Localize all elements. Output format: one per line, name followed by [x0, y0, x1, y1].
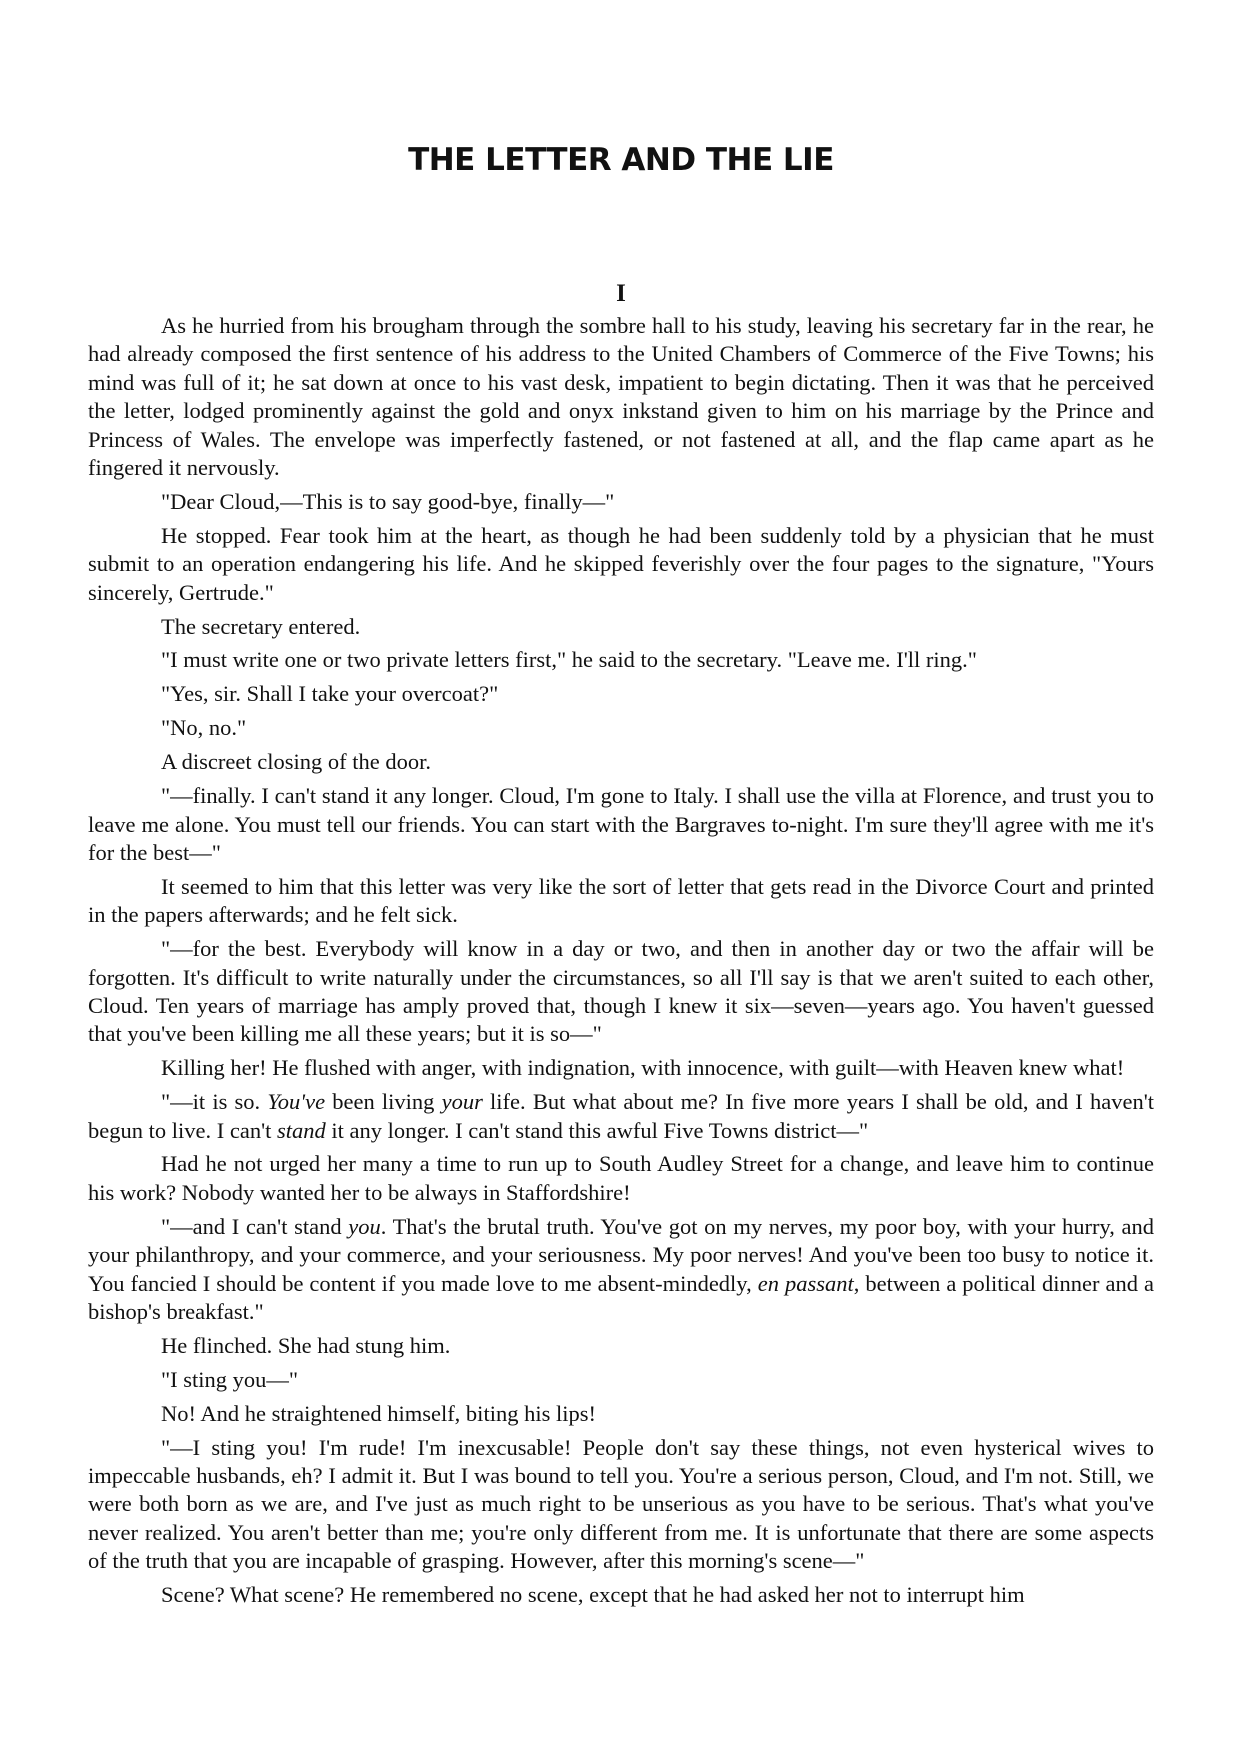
paragraph: "—finally. I can't stand it any longer. Cloud, I'm gone to Italy. I shall use the villa at Florence, and trust you to leave me alone. You must tell our friends. You can start with the Bargraves to-night. I'm sure they'll agree with me it's for the best—" [88, 783, 1154, 865]
paragraph: "No, no." [161, 715, 247, 741]
italic-text: you [348, 1213, 381, 1239]
paragraph: As he hurried from his brougham through the sombre hall to his study, leaving his secretary far in the rear, he had already composed the first sentence of his address to the United Chambers of Commerce of the Five Towns; his mind was full of it; he sat down at once to his vast desk, impatient to begin dictating. Then it was that he perceived the letter, lodged prominently against the gold and onyx inkstand given to him on his marriage by the Prince and Princess of Wales. The envelope was imperfectly fastened, or not fastened at all, and the flap came apart as he fingered it nervously. [88, 313, 1154, 481]
page [88, 0, 1154, 1615]
italic-text: stand [277, 1117, 326, 1143]
chapter-heading: I [616, 280, 626, 307]
paragraph-text: been living [325, 1089, 442, 1115]
paragraph-text: "—it is so. [161, 1089, 268, 1115]
paragraph [88, 1088, 1154, 1145]
paragraph: No! And he straightened himself, biting his lips! [161, 1400, 596, 1426]
paragraph: Scene? What scene? He remembered no scene, except that he had asked her not to interrupt him [161, 1582, 1025, 1608]
paragraph: "—I sting you! I'm rude! I'm inexcusable! People don't say these things, not even hysterical wives to impeccable husbands, eh? I admit it. But I was bound to tell you. You're a serious person, Cloud, and I'm not. Still, we were both born as we are, and I've just as much right to be unserious as you have to be serious. That's what you've never realized. You aren't better than me; you're only different from me. It is unfortunate that there are some aspects of the truth that you are incapable of grasping. However, after this morning's scene—" [88, 1434, 1154, 1574]
paragraph: It seemed to him that this letter was very like the sort of letter that gets read in the Divorce Court and printed in the papers afterwards; and he felt sick. [88, 873, 1154, 928]
paragraph: "Dear Cloud,—This is to say good-bye, finally—" [161, 488, 615, 514]
paragraph: "—for the best. Everybody will know in a day or two, and then in another day or two the affair will be forgotten. It's difficult to write naturally under the circumstances, so all I'll say is that we aren't suited to each other, Cloud. Ten years of marriage has amply proved that, though I knew it six—seven—years ago. You haven't guessed that you've been killing me all these years; but it is so—" [88, 936, 1154, 1047]
paragraph: "I must write one or two private letters first," he said to the secretary. "Leave me. I'll ring." [161, 647, 977, 673]
italic-text: You've [267, 1089, 326, 1115]
paragraph: He flinched. She had stung him. [161, 1332, 451, 1358]
italic-text: en passant [757, 1270, 854, 1296]
paragraph: "Yes, sir. Shall I take your overcoat?" [161, 681, 499, 707]
story-title: THE LETTER AND THE LIE [408, 142, 834, 178]
paragraph: A discreet closing of the door. [161, 749, 431, 775]
paragraph: The secretary entered. [161, 613, 361, 639]
paragraph: Had he not urged her many a time to run up to South Audley Street for a change, and leave him to continue his work? Nobody wanted her to be always in Staffordshire! [88, 1151, 1154, 1205]
paragraph-text: "—and I can't stand [161, 1213, 349, 1239]
paragraph: He stopped. Fear took him at the heart, as though he had been suddenly told by a physician that he must submit to an operation endangering his life. And he skipped feverishly over the four pages to the signature, "Yours sincerely, Gertrude." [88, 522, 1154, 605]
italic-text: your [441, 1089, 483, 1115]
paragraph-text: it any longer. I can't stand this awful Five Towns district—" [325, 1117, 869, 1143]
paragraph-text: . That's the brutal truth. You've got on my nerves, my poor boy, with your hurry, and your philanthropy, and your commerce, and your seriousness. My poor nerves! And you've been too busy to notice it. You fancied I should be content if you made love to me absent-mindedly, [88, 1213, 1154, 1296]
paragraph: Killing her! He flushed with anger, with indignation, with innocence, with guilt—with Heaven knew what! [161, 1055, 1125, 1081]
paragraph-text: , between a political dinner and a bishop's breakfast." [88, 1270, 1154, 1324]
story-body [88, 312, 1154, 1610]
paragraph: "I sting you—" [161, 1366, 299, 1392]
paragraph-text: life. But what about me? In five more years I shall be old, and I haven't begun to live. I can't [88, 1089, 1155, 1143]
paragraph [88, 1213, 1154, 1327]
